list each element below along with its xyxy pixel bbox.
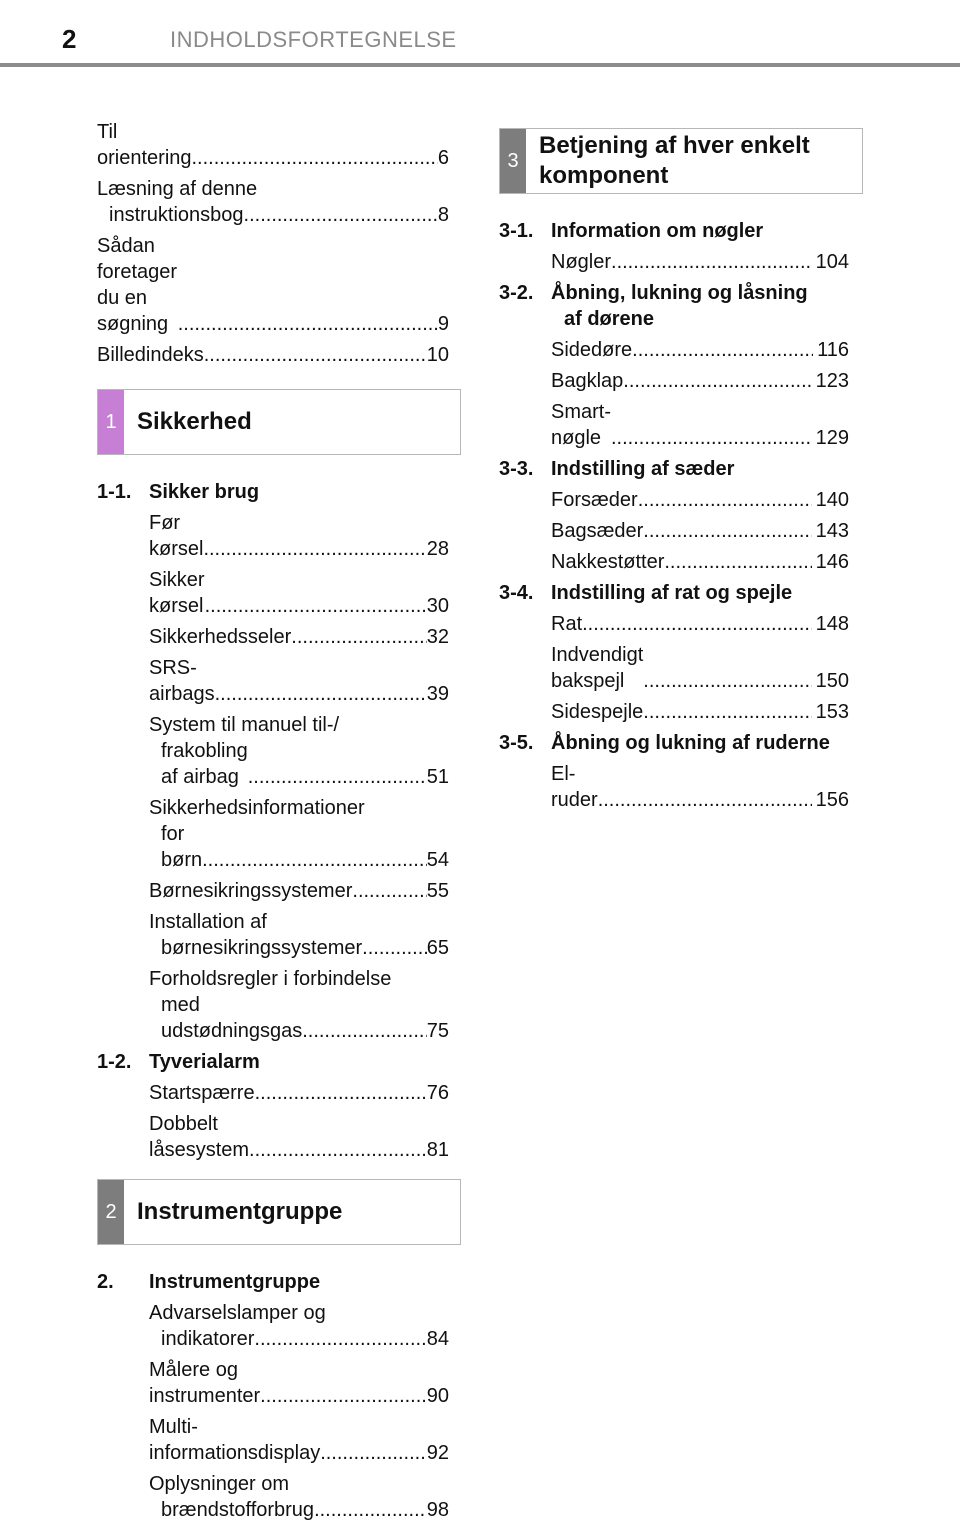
toc-entry[interactable]: Målere og instrumenter ..... 90 (149, 1357, 449, 1409)
section-header-1[interactable] (97, 389, 461, 455)
toc-entry[interactable]: SRS-airbags ..... 39 (149, 655, 449, 707)
toc-entry[interactable]: Forsæder ..... 140 (551, 487, 849, 513)
section-title-2: Instrumentgruppe (137, 1198, 343, 1225)
toc-entry[interactable]: System til manuel til-/ frakobling af airbag ..... 51 (149, 712, 449, 790)
section-header-3[interactable] (499, 128, 863, 194)
page-number: 2 (62, 24, 77, 54)
toc-entry[interactable]: Nakkestøtter ..... 146 (551, 549, 849, 575)
toc-entry[interactable]: Advarselslamper og indikatorer ..... 84 (149, 1300, 449, 1352)
header-title: INDHOLDSFORTEGNELSE (170, 27, 457, 52)
toc-entry[interactable]: Dobbelt låsesystem ..... 81 (149, 1111, 449, 1163)
toc-entry[interactable]: Forholdsregler i forbindelse med udstødningsgas ..... 75 (149, 966, 449, 1044)
section-header-2[interactable] (97, 1179, 461, 1245)
section-title-3: Betjening af hver enkelt komponent (539, 132, 810, 189)
toc-entry[interactable]: Sådan foretager du en søgning ..... 9 (97, 233, 449, 337)
section-title-1: Sikkerhed (137, 408, 252, 435)
toc-entry[interactable]: Til orientering ..... 6 (97, 119, 449, 171)
toc-group-heading[interactable]: 3-3. Indstilling af sæder (499, 458, 735, 480)
section-tab-3: 3 (500, 129, 526, 193)
toc-group-heading[interactable]: 3-2. Åbning, lukning og låsning af dørene (499, 282, 808, 330)
toc-entry[interactable]: Sikker kørsel ..... 30 (149, 567, 449, 619)
toc-group-heading[interactable]: 3-4. Indstilling af rat og spejle (499, 582, 793, 604)
toc-entry[interactable]: El-ruder ..... 156 (551, 761, 849, 813)
toc-entry[interactable]: Sidespejle ..... 153 (551, 699, 849, 725)
toc-entry[interactable]: Rat ..... 148 (551, 611, 849, 637)
section-tab-1: 1 (98, 390, 124, 454)
section-tab-2: 2 (98, 1180, 124, 1244)
toc-left-column (97, 119, 449, 1528)
toc-entry[interactable]: Smart-nøgle ..... 129 (551, 399, 849, 451)
toc-entry[interactable]: Oplysninger om brændstofforbrug ..... 98 (149, 1471, 449, 1523)
toc-entry[interactable]: Sikkerhedsseler ..... 32 (149, 624, 449, 650)
toc-entry[interactable]: Sikkerhedsinformationer for børn ..... 54 (149, 795, 449, 873)
toc-group-heading[interactable]: 1-2. Tyverialarm (97, 1051, 260, 1073)
toc-group-heading[interactable]: 3-1. Information om nøgler (499, 220, 764, 242)
toc-entry[interactable]: Før kørsel ..... 28 (149, 510, 449, 562)
toc-entry[interactable]: Multi-informationsdisplay ..... 92 (149, 1414, 449, 1466)
page-header (0, 0, 960, 68)
toc-entry[interactable]: Bagklap ..... 123 (551, 368, 849, 394)
toc-entry[interactable]: Nøgler ..... 104 (551, 249, 849, 275)
toc-entry[interactable]: Billedindeks ..... 10 (97, 342, 449, 368)
toc-entry[interactable]: Indvendigt bakspejl ..... 150 (551, 642, 849, 694)
toc-right-column (499, 128, 863, 818)
toc-group-heading[interactable]: 3-5. Åbning og lukning af ruderne (499, 732, 830, 754)
toc-group-heading[interactable]: 1-1. Sikker brug (97, 481, 260, 503)
header-divider (0, 63, 960, 67)
toc-entry[interactable]: Læsning af denne instruktionsbog ..... 8 (97, 176, 449, 228)
toc-entry[interactable]: Sidedøre ..... 116 (551, 337, 849, 363)
toc-group-heading[interactable]: 2. Instrumentgruppe (97, 1271, 321, 1293)
toc-entry[interactable]: Installation af børnesikringssystemer ..... 65 (149, 909, 449, 961)
toc-entry[interactable]: Børnesikringssystemer ..... 55 (149, 878, 449, 904)
toc-entry[interactable]: Startspærre ..... 76 (149, 1080, 449, 1106)
toc-entry[interactable]: Bagsæder ..... 143 (551, 518, 849, 544)
